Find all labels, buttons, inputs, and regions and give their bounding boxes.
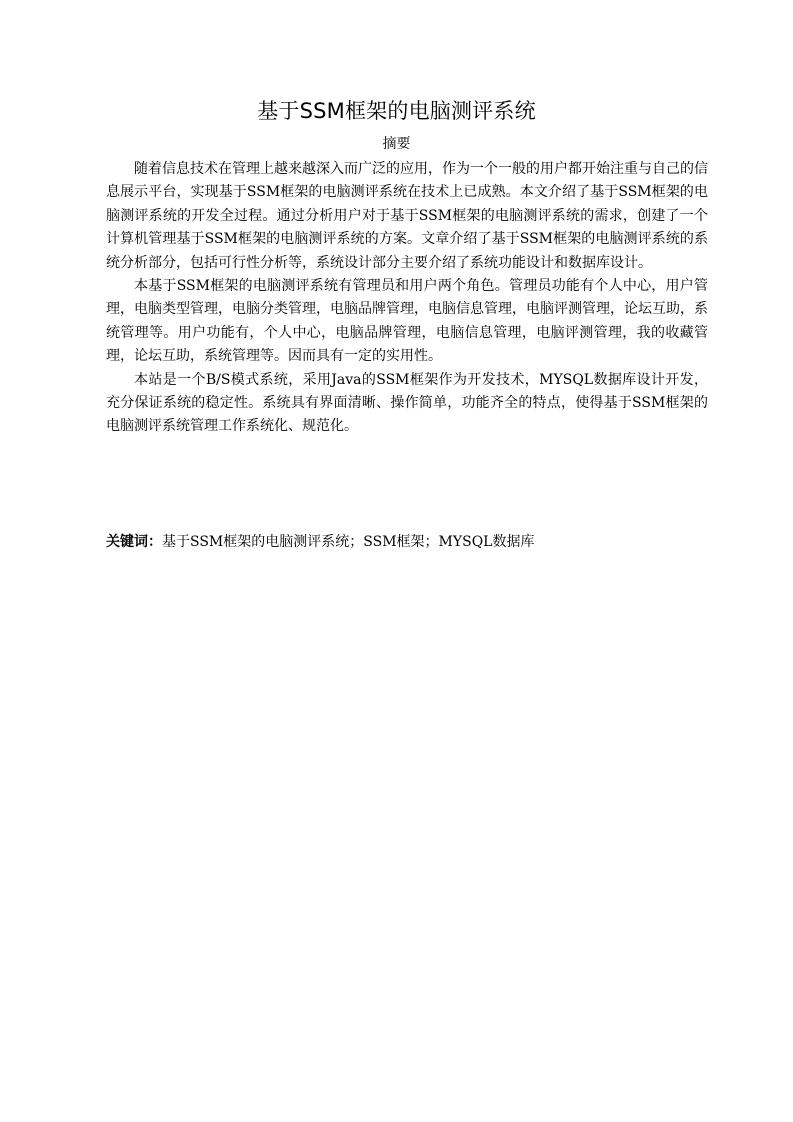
abstract-paragraph-3: 本站是一个B/S模式系统，采用Java的SSM框架作为开发技术，MYSQL数据库设计开发，充分保证系统的稳定性。系统具有界面清晰、操作简单，功能齐全的特点，使得基于SSM框架的电脑测评系统管理工作系统化、规范化。 [106, 371, 708, 435]
keywords-label: 关键词： [106, 534, 162, 550]
abstract-paragraph-1: 随着信息技术在管理上越来越深入而广泛的应用，作为一个一般的用户都开始注重与自己的信息展示平台，实现基于SSM框架的电脑测评系统在技术上已成熟。本文介绍了基于SSM框架的电脑测评系统的开发全过程。通过分析用户对于基于SSM框架的电脑测评系统的需求，创建了一个计算机管理基于SSM框架的电脑测评系统的方案。文章介绍了基于SSM框架的电脑测评系统的系统分析部分，包括可行性分析等，系统设计部分主要介绍了系统功能设计和数据库设计。 [106, 161, 708, 271]
keywords-text: 基于SSM框架的电脑测评系统；SSM框架；MYSQL数据库 [162, 534, 535, 550]
document-title: 基于SSM框架的电脑测评系统 [257, 99, 536, 123]
abstract-paragraph-2: 本基于SSM框架的电脑测评系统有管理员和用户两个角色。管理员功能有个人中心，用户管理，电脑类型管理，电脑分类管理，电脑品牌管理，电脑信息管理，电脑评测管理，论坛互助，系统管理等。用户功能有，个人中心，电脑品牌管理，电脑信息管理，电脑评测管理，我的收藏管理，论坛互助，系统管理等。因而具有一定的实用性。 [106, 278, 708, 365]
keywords-line [106, 531, 708, 553]
abstract-body [106, 158, 708, 439]
abstract-heading: 摘要 [382, 136, 411, 152]
